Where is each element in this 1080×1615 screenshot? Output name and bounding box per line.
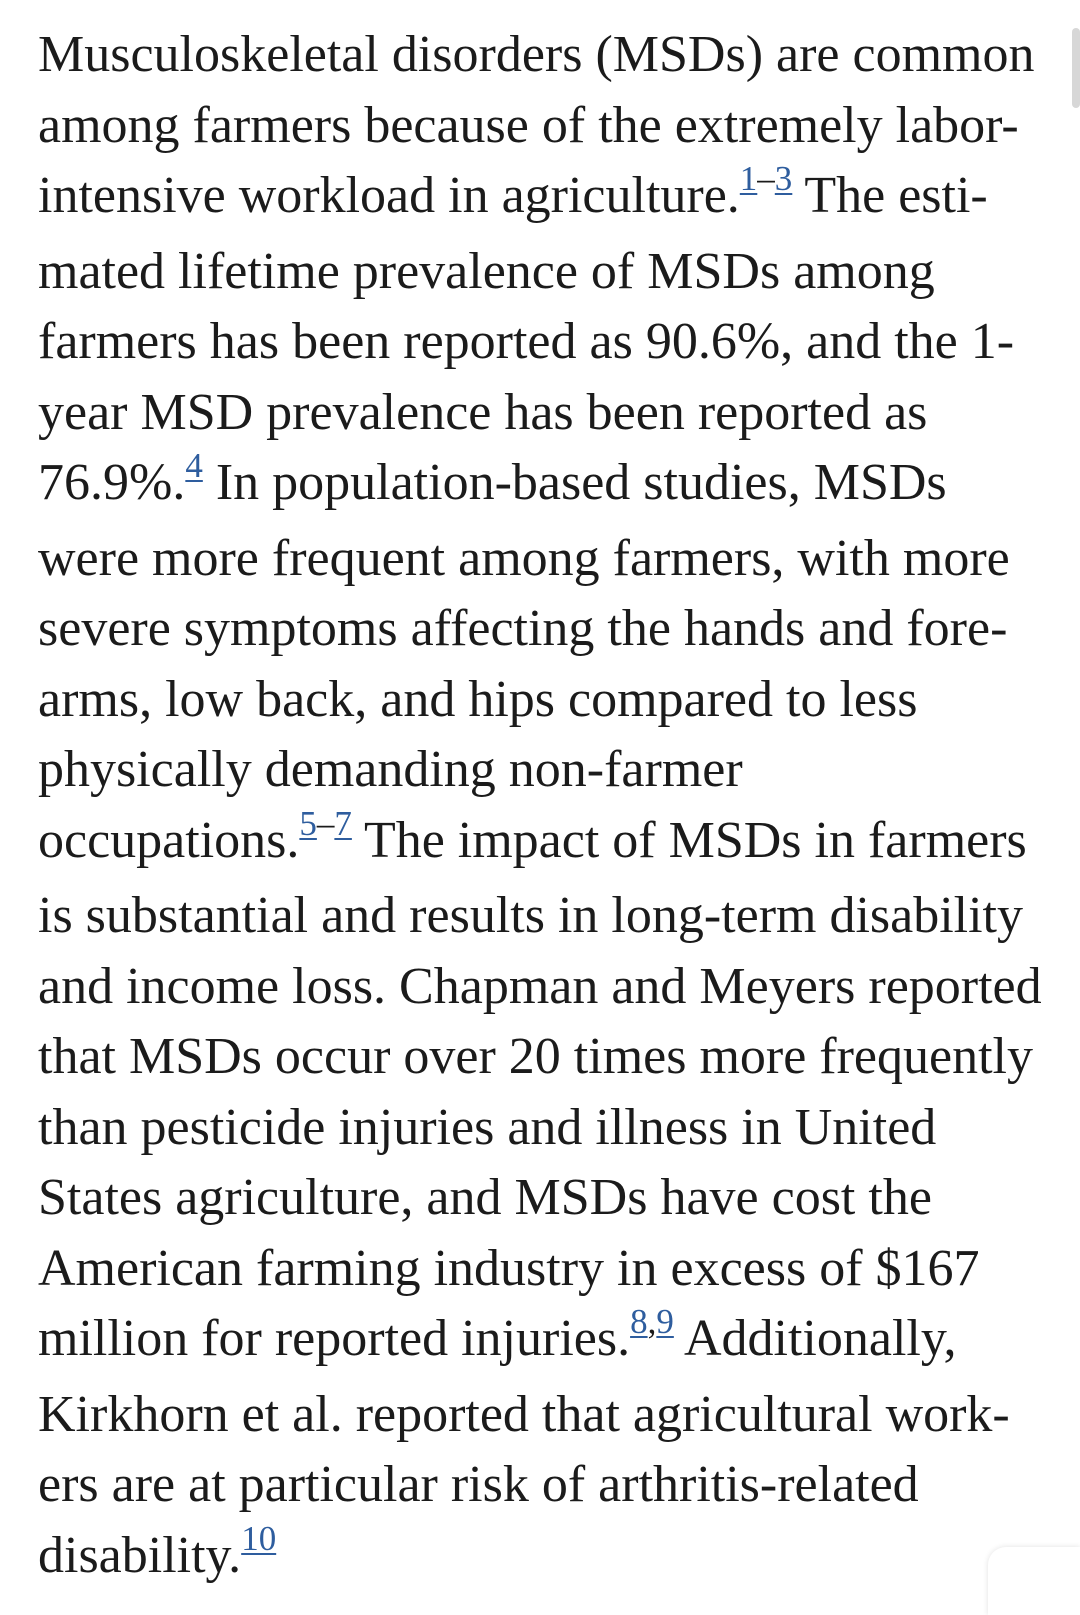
text-line: arms, low back, and hips compared to less bbox=[38, 670, 918, 728]
text-line: Kirkhorn et al. reported that agricultural work- bbox=[38, 1385, 1010, 1443]
text-line: mated lifetime prevalence of MSDs among bbox=[38, 242, 935, 300]
text-line: is substantial and results in long-term disability bbox=[38, 887, 1024, 944]
text-segment: The esti- bbox=[804, 167, 988, 224]
scrollbar-thumb[interactable] bbox=[1072, 28, 1080, 108]
citation-separator: , bbox=[647, 1302, 657, 1341]
text-line: year MSD prevalence has been reported as bbox=[38, 383, 928, 441]
text-line: severe symptoms affecting the hands and fore- bbox=[38, 600, 1008, 657]
text-line: States agriculture, and MSDs have cost the bbox=[38, 1169, 932, 1226]
text-line: and income loss. Chapman and Meyers reported bbox=[38, 957, 1042, 1015]
text-segment: In population-based studies, MSDs bbox=[215, 454, 947, 511]
text-line: were more frequent among farmers, with more bbox=[38, 529, 1010, 587]
citation-range-dash: – bbox=[316, 803, 335, 843]
text-segment: 76.9%. bbox=[38, 454, 186, 511]
citation-link-8[interactable]: 8 bbox=[630, 1302, 648, 1341]
text-line: farmers has been reported as 90.6%, and the 1- bbox=[38, 313, 1015, 370]
citation-link-1[interactable]: 1 bbox=[739, 159, 758, 198]
text-line bbox=[38, 803, 1053, 882]
citation-range-dash: – bbox=[757, 159, 775, 198]
text-line: that MSDs occur over 20 times more frequently bbox=[38, 1028, 1033, 1085]
text-line: among farmers because of the extremely labor- bbox=[38, 96, 1019, 154]
text-line bbox=[38, 448, 1053, 524]
text-line: ers are at particular risk of arthritis-related bbox=[38, 1456, 919, 1513]
citation-link-7[interactable]: 7 bbox=[334, 803, 352, 843]
text-segment: The impact of MSDs in farmers bbox=[363, 811, 1027, 869]
text-segment: disability. bbox=[38, 1526, 242, 1584]
text-segment: million for reported injuries. bbox=[38, 1310, 631, 1367]
text-line bbox=[38, 1304, 1053, 1380]
text-line: American farming industry in excess of $167 bbox=[38, 1239, 980, 1297]
text-segment: Additionally, bbox=[683, 1310, 957, 1367]
article-paragraph bbox=[38, 20, 1053, 1596]
citation-link-5[interactable]: 5 bbox=[299, 803, 317, 843]
citation-link-4[interactable]: 4 bbox=[185, 446, 203, 485]
text-line bbox=[38, 1518, 1053, 1597]
text-line: than pesticide injuries and illness in United bbox=[38, 1098, 937, 1156]
text-segment: intensive workload in agriculture. bbox=[38, 167, 740, 224]
citation-link-3[interactable]: 3 bbox=[774, 159, 793, 198]
text-segment: occupations. bbox=[38, 811, 300, 869]
text-line: Musculoskeletal disorders (MSDs) are common bbox=[38, 26, 1035, 83]
floating-action-card[interactable] bbox=[988, 1547, 1080, 1615]
text-line: physically demanding non-farmer bbox=[38, 741, 743, 798]
text-line bbox=[38, 161, 1053, 237]
citation-link-9[interactable]: 9 bbox=[656, 1302, 674, 1341]
citation-link-10[interactable]: 10 bbox=[241, 1518, 277, 1558]
